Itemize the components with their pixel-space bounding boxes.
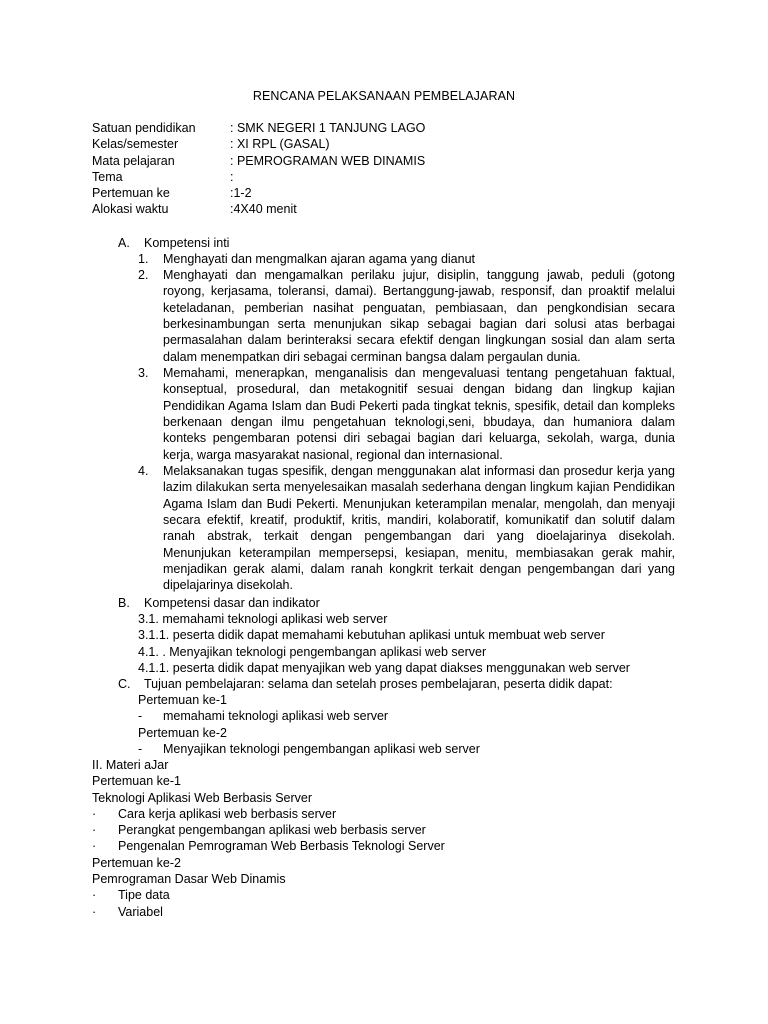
list-number: 2.	[138, 268, 149, 282]
section-heading: Kompetensi dasar dan indikator	[144, 596, 320, 610]
list-item	[92, 806, 445, 822]
list-text: Melaksanakan tugas spesifik, dengan menggunakan alat informasi dan prosedur kerja yang lazim dilakukan serta menyelesaikan masalah sederhana dengan lingkum kajian Pendidikan Agama Islam dan Budi Pekerti. Menunjukan keterampilan menalar, mengolah, dan menyaji secara efektif, kreatif, produktif, kritis, mandiri, kolaboratif, komunikatif dan solutif dalam ranah abstrak, terkait dengan pengembangan dari yang dioelajarinya disekolah. Menunjukan keterampilan mempersepsi, kesiapan, menitu, membiasakan gerak mahir, menjadikan gerak alami, dalam ranah kongkrit terkait dengan pengembangan dari yang dipelajarinya disekolah.	[163, 464, 675, 593]
kd-line: 4.1.1. peserta didik dapat menyajikan web yang dapat diakses menggunakan web server	[138, 660, 630, 675]
topic-title: Teknologi Aplikasi Web Berbasis Server	[92, 790, 313, 805]
list-item	[92, 838, 445, 854]
meta-row-mapel	[92, 153, 425, 169]
list-text: Variabel	[118, 904, 163, 919]
list-item	[138, 365, 675, 463]
list-text: Menyajikan teknologi pengembangan aplikasi web server	[163, 741, 480, 756]
bullet-icon: ·	[92, 904, 97, 919]
list-item	[138, 741, 480, 757]
meeting-label: Pertemuan ke-2	[92, 855, 181, 870]
list-number: 1.	[138, 252, 149, 266]
meta-row-tema	[92, 169, 425, 185]
kd-line: 4.1. . Menyajikan teknologi pengembangan aplikasi web server	[138, 644, 487, 659]
meta-value: :	[230, 169, 234, 184]
section-a-heading	[118, 235, 229, 251]
list-text: Memahami, menerapkan, menganalisis dan mengevaluasi tentang pengetahuan faktual, konseptual, prosedural, dan metakognitif sesuai dengan bidang dan lingkup kajian Pendidikan Agama Islam dan Budi Pekerti pada tingkat teknis, spesifik, detail dan kompleks berkenaan dengan ilmu pengetahuan teknologi,seni, bbudaya, dan humaniora dalam konteks pengembaran potensi diri sebagai bagian dari keluarga, sekolah, warga, dunia kerja, warga masyarakat nasional, regional dan internasional.	[163, 366, 675, 462]
dash-marker: -	[138, 709, 143, 724]
meta-row-satuan	[92, 120, 425, 136]
identity-table	[92, 120, 425, 218]
tujuan-list	[138, 692, 480, 757]
list-item	[138, 251, 675, 267]
list-number: 3.	[138, 366, 149, 380]
kd-line: 3.1. memahami teknologi aplikasi web server	[138, 612, 388, 626]
section-letter: C.	[118, 677, 131, 691]
list-text: Perangkat pengembangan aplikasi web berbasis server	[118, 823, 426, 838]
list-text: Menghayati dan mengmalkan ajaran agama yang dianut	[163, 252, 476, 266]
kompetensi-dasar-list	[138, 611, 630, 676]
bullet-icon: ·	[92, 888, 97, 903]
list-text: Pengenalan Pemrograman Web Berbasis Teknologi Server	[118, 839, 445, 854]
meta-value: : XI RPL (GASAL)	[230, 137, 330, 152]
meta-label: Kelas/semester	[92, 137, 179, 152]
meta-label: Pertemuan ke	[92, 186, 170, 201]
list-item	[92, 904, 445, 920]
kd-line: 3.1.1. peserta didik dapat memahami kebutuhan aplikasi untuk membuat web server	[138, 628, 605, 643]
list-item	[92, 887, 445, 903]
section-heading: Tujuan pembelajaran: selama dan setelah proses pembelajaran, peserta didik dapat:	[144, 677, 613, 691]
meta-value: :1-2	[230, 186, 252, 201]
list-text: Tipe data	[118, 888, 170, 903]
meta-value: : PEMROGRAMAN WEB DINAMIS	[230, 153, 426, 168]
kompetensi-inti-list	[138, 463, 675, 594]
meeting-label: Pertemuan ke-1	[138, 693, 227, 707]
section-b-heading	[118, 595, 320, 611]
list-item	[92, 822, 445, 838]
list-text: Menghayati dan mengamalkan perilaku jujur, disiplin, tanggung jawab, peduli (gotong royong, kerjasama, toleransi, damai). Bertanggung-jawab, responsif, dan proaktif melalui keteladanan, pemberian nasihat penguatan, pembiasaan, dan pengkondisian secara berkesinambungan serta menunjukan sikap sebagai bagian dari solusi atas berbagai permasalahan dalam berinteraksi secara efektif dengan lingkungan sosial dan alam serta dalam menempatkan diri sebagai cerminan bangsa dalam pergaulan dunia.	[163, 268, 675, 364]
meta-row-alokasi	[92, 201, 425, 217]
meta-label: Tema	[92, 169, 123, 184]
list-item	[138, 267, 675, 365]
materi-section	[92, 757, 445, 920]
dash-marker: -	[138, 741, 143, 756]
topic-title: Pemrograman Dasar Web Dinamis	[92, 872, 286, 887]
bullet-icon: ·	[92, 823, 97, 838]
meeting-label: Pertemuan ke-1	[92, 774, 181, 789]
section-heading: Kompetensi inti	[144, 236, 230, 250]
section-letter: B.	[118, 596, 130, 610]
list-number: 4.	[138, 464, 149, 478]
section-c-heading	[118, 676, 613, 692]
list-item	[138, 463, 675, 594]
kompetensi-inti-list	[138, 267, 675, 365]
list-item	[138, 708, 480, 724]
kompetensi-inti-list	[138, 365, 675, 463]
bullet-icon: ·	[92, 839, 97, 854]
list-text: Cara kerja aplikasi web berbasis server	[118, 806, 337, 821]
list-text: memahami teknologi aplikasi web server	[163, 709, 389, 724]
bullet-icon: ·	[92, 806, 97, 821]
meta-value: : SMK NEGERI 1 TANJUNG LAGO	[230, 121, 426, 135]
meta-label: Alokasi waktu	[92, 202, 169, 217]
section-letter: A.	[118, 236, 130, 250]
document-title: RENCANA PELAKSANAAN PEMBELAJARAN	[252, 89, 516, 103]
meta-row-kelas	[92, 136, 425, 152]
meta-label: Mata pelajaran	[92, 153, 175, 168]
section-heading: II. Materi aJar	[92, 758, 169, 772]
meeting-label: Pertemuan ke-2	[138, 725, 227, 740]
meta-value: :4X40 menit	[230, 202, 297, 217]
meta-row-pertemuan	[92, 185, 425, 201]
kompetensi-inti-list	[138, 251, 675, 267]
meta-label: Satuan pendidikan	[92, 121, 196, 135]
